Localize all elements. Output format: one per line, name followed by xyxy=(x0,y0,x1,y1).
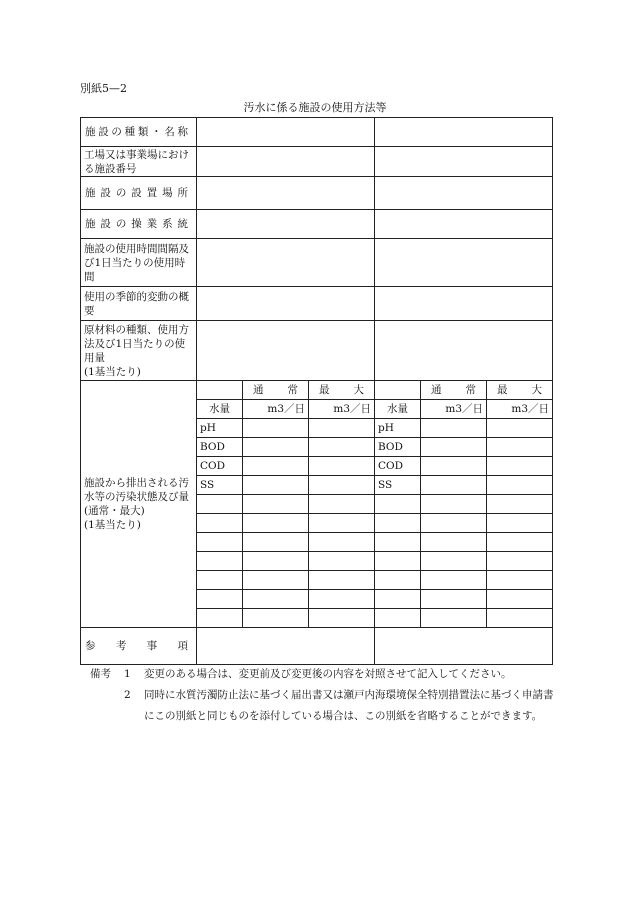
cell-facility-number-right[interactable] xyxy=(375,147,553,177)
item-value-cell[interactable] xyxy=(243,419,309,438)
cell-seasonal-right[interactable] xyxy=(375,287,553,321)
blank-cell[interactable] xyxy=(309,590,375,609)
cell-usage-time-right[interactable] xyxy=(375,239,553,287)
item-value-cell[interactable] xyxy=(309,419,375,438)
blank-cell[interactable] xyxy=(375,590,421,609)
header-normal-right: 通 常 xyxy=(421,381,487,400)
blank-cell[interactable] xyxy=(197,552,243,571)
blank-cell[interactable] xyxy=(197,495,243,514)
note-item xyxy=(90,664,560,685)
item-value-cell[interactable] xyxy=(309,476,375,495)
unit-max-left: m3／日 xyxy=(309,400,375,419)
note-text: 変更のある場合は、変更前及び変更後の内容を対照させて記入してください。 xyxy=(144,668,512,680)
blank-cell[interactable] xyxy=(421,609,487,628)
blank-cell[interactable] xyxy=(421,533,487,552)
label-facility-number: 工場又は事業場における施設番号 xyxy=(81,147,197,177)
blank-cell[interactable] xyxy=(309,514,375,533)
label-reference: 参考事項 xyxy=(81,628,197,665)
blank-cell[interactable] xyxy=(375,495,421,514)
cell-location-left[interactable] xyxy=(197,177,375,210)
item-label-right: BOD xyxy=(375,438,421,457)
blank-cell[interactable] xyxy=(309,552,375,571)
blank-cell[interactable] xyxy=(243,609,309,628)
document-title: 汚水に係る施設の使用方法等 xyxy=(243,101,387,114)
item-value-cell[interactable] xyxy=(309,438,375,457)
blank-cell[interactable] xyxy=(243,514,309,533)
blank-cell[interactable] xyxy=(309,609,375,628)
label-operation: 施設の操業系統 xyxy=(81,210,197,239)
item-label-left: pH xyxy=(197,419,243,438)
blank-cell[interactable] xyxy=(421,514,487,533)
blank-cell[interactable] xyxy=(375,609,421,628)
blank-cell[interactable] xyxy=(421,495,487,514)
note-number: 1 xyxy=(124,668,131,680)
item-label-left: COD xyxy=(197,457,243,476)
item-value-cell[interactable] xyxy=(243,457,309,476)
blank-cell[interactable] xyxy=(243,552,309,571)
cell-facility-number-left[interactable] xyxy=(197,147,375,177)
blank-cell[interactable] xyxy=(375,533,421,552)
blank-cell[interactable] xyxy=(197,571,243,590)
label-pollution: 施設から排出される汚水等の汚染状態及び量 (通常・最大) (1基当たり) xyxy=(81,381,197,628)
row-seasonal xyxy=(81,287,553,321)
row-facility-number xyxy=(81,147,553,177)
cell-location-right[interactable] xyxy=(375,177,553,210)
item-value-cell[interactable] xyxy=(243,476,309,495)
item-label-right: pH xyxy=(375,419,421,438)
blank-cell[interactable] xyxy=(243,590,309,609)
blank-cell[interactable] xyxy=(375,571,421,590)
label-usage-time: 施設の使用時間間隔及び1日当たりの使用時間 xyxy=(81,239,197,287)
cell-usage-time-left[interactable] xyxy=(197,239,375,287)
pollution-header-row xyxy=(81,381,553,400)
blank-cell[interactable] xyxy=(487,514,553,533)
unit-max-right: m3／日 xyxy=(487,400,553,419)
label-facility-type: 施設の種類・名称 xyxy=(81,118,197,147)
note-number: 2 xyxy=(124,689,131,701)
item-value-cell[interactable] xyxy=(421,476,487,495)
blank-cell[interactable] xyxy=(197,533,243,552)
blank-cell[interactable] xyxy=(375,514,421,533)
item-label-right: SS xyxy=(375,476,421,495)
blank-cell[interactable] xyxy=(487,552,553,571)
blank-cell[interactable] xyxy=(197,609,243,628)
cell-blank-header-left xyxy=(197,381,243,400)
row-facility-type xyxy=(81,118,553,147)
row-materials xyxy=(81,321,553,381)
note-item xyxy=(90,685,560,727)
item-value-cell[interactable] xyxy=(309,457,375,476)
blank-cell[interactable] xyxy=(421,571,487,590)
item-value-cell[interactable] xyxy=(243,438,309,457)
row-location xyxy=(81,177,553,210)
item-value-cell[interactable] xyxy=(421,438,487,457)
unit-normal-left: m3／日 xyxy=(243,400,309,419)
form-number: 別紙5—2 xyxy=(80,82,127,95)
blank-cell[interactable] xyxy=(421,590,487,609)
blank-cell[interactable] xyxy=(243,571,309,590)
blank-cell[interactable] xyxy=(487,590,553,609)
cell-operation-right[interactable] xyxy=(375,210,553,239)
blank-cell[interactable] xyxy=(243,495,309,514)
item-value-cell[interactable] xyxy=(487,419,553,438)
blank-cell[interactable] xyxy=(309,571,375,590)
blank-cell[interactable] xyxy=(421,552,487,571)
cell-materials-left[interactable] xyxy=(197,321,375,381)
item-value-cell[interactable] xyxy=(487,457,553,476)
blank-cell[interactable] xyxy=(487,533,553,552)
label-water-volume-right: 水量 xyxy=(375,400,421,419)
blank-cell[interactable] xyxy=(375,552,421,571)
blank-cell[interactable] xyxy=(197,514,243,533)
item-value-cell[interactable] xyxy=(487,438,553,457)
cell-materials-right[interactable] xyxy=(375,321,553,381)
cell-reference-right[interactable] xyxy=(375,628,553,665)
header-normal-left: 通 常 xyxy=(243,381,309,400)
label-seasonal: 使用の季節的変動の概要 xyxy=(81,287,197,321)
item-value-cell[interactable] xyxy=(421,419,487,438)
blank-cell[interactable] xyxy=(243,533,309,552)
label-location: 施設の設置場所 xyxy=(81,177,197,210)
blank-cell[interactable] xyxy=(309,495,375,514)
cell-blank-header-right xyxy=(375,381,421,400)
item-value-cell[interactable] xyxy=(421,457,487,476)
item-value-cell[interactable] xyxy=(487,476,553,495)
blank-cell[interactable] xyxy=(309,533,375,552)
cell-seasonal-left[interactable] xyxy=(197,287,375,321)
facility-usage-table xyxy=(80,117,553,665)
notes-section xyxy=(90,664,560,727)
header-max-right: 最 大 xyxy=(487,381,553,400)
blank-cell[interactable] xyxy=(487,609,553,628)
cell-operation-left[interactable] xyxy=(197,210,375,239)
row-usage-time xyxy=(81,239,553,287)
label-materials: 原材料の種類、使用方法及び1日当たりの使用量 (1基当たり) xyxy=(81,321,197,381)
blank-cell[interactable] xyxy=(487,495,553,514)
cell-facility-type-right[interactable] xyxy=(375,118,553,147)
label-water-volume-left: 水量 xyxy=(197,400,243,419)
blank-cell[interactable] xyxy=(487,571,553,590)
note-text: 同時に水質汚濁防止法に基づく届出書又は瀬戸内海環境保全特別措置法に基づく申請書にこの別紙と同じものを添付している場合は、この別紙を省略することができます。 xyxy=(144,689,554,722)
item-label-left: SS xyxy=(197,476,243,495)
blank-cell[interactable] xyxy=(197,590,243,609)
item-label-left: BOD xyxy=(197,438,243,457)
cell-facility-type-left[interactable] xyxy=(197,118,375,147)
cell-reference-left[interactable] xyxy=(197,628,375,665)
header-max-left: 最 大 xyxy=(309,381,375,400)
row-operation xyxy=(81,210,553,239)
row-reference xyxy=(81,628,553,665)
notes-heading: 備考 xyxy=(90,668,111,680)
item-label-right: COD xyxy=(375,457,421,476)
unit-normal-right: m3／日 xyxy=(421,400,487,419)
